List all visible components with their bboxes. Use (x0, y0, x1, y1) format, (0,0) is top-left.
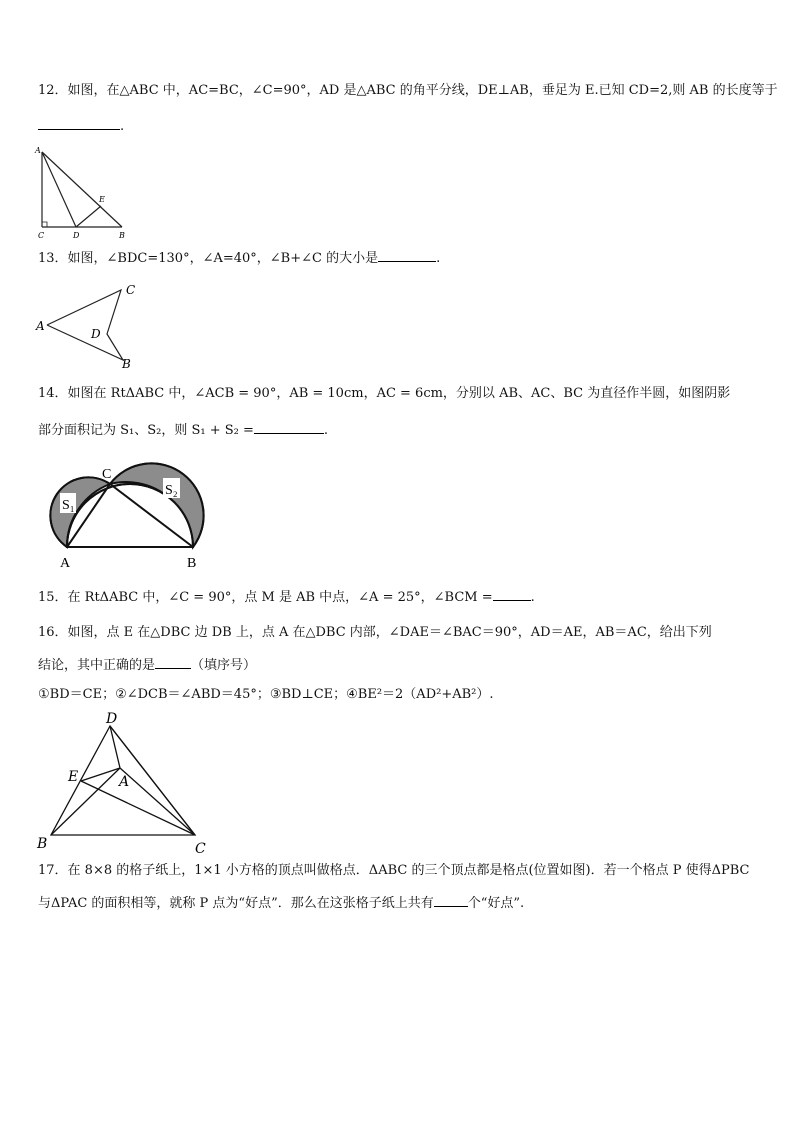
q14-line2 (38, 421, 328, 440)
q16-label-b: B (37, 836, 48, 852)
q12-label-b: B (119, 231, 125, 240)
q12-tail: . (120, 119, 125, 134)
q12-label-e: E (99, 195, 105, 204)
q12-label-a: A (35, 146, 41, 155)
q17-line1: 17．在 8×8 的格子纸上，1×1 小方格的顶点叫做格点．ΔABC 的三个顶点都是格点(位置如图)．若一个格点 P 使得ΔPBC (38, 863, 750, 878)
q16-line3: ①BD＝CE；②∠DCB＝∠ABD＝45°；③BD⊥CE；④BE²＝2（AD²+AB²）. (38, 687, 494, 702)
q17-text2-tail: 个“好点”. (467, 896, 525, 911)
q12-side-ab (42, 152, 122, 227)
q12-perp-de (76, 206, 101, 227)
q13-label-c: C (126, 283, 136, 297)
q14-line1: 14．如图在 RtΔABC 中，∠ACB = 90°，AB = 10cm，AC = 6cm，分别以 AB、AC、BC 为直径作半圆，如图阴影 (38, 386, 731, 401)
q14-figure (40, 455, 225, 575)
q16-label-d: D (106, 711, 118, 727)
q14-label-s1: S₁ (62, 498, 75, 513)
q17-text2: 与ΔPAC 的面积相等，就称 P 点为“好点”．那么在这张格子纸上共有 (38, 896, 434, 911)
q12-figure (30, 142, 135, 242)
q16-figure (30, 708, 215, 858)
q17-line2 (38, 894, 524, 913)
q14-text2: 部分面积记为 S₁、S₂，则 S₁ + S₂ = (38, 423, 254, 438)
q15-answer-blank[interactable] (493, 588, 531, 601)
q14-answer-blank[interactable] (254, 421, 324, 434)
q16-text2-tail: （填序号） (191, 658, 257, 673)
q14-tail: . (323, 423, 329, 438)
q13-line (38, 249, 440, 268)
q16-label-c: C (195, 841, 206, 857)
q16-answer-blank[interactable] (155, 656, 191, 669)
q17-answer-blank[interactable] (434, 894, 468, 907)
q16-line-ac (120, 768, 195, 835)
q12-right-angle-mark (42, 222, 47, 227)
q13-label-a: A (36, 319, 45, 333)
q14-label-c: C (102, 467, 112, 482)
q16-line-ba (51, 768, 120, 835)
q14-label-s2: S₂ (165, 483, 178, 498)
q15-line (38, 588, 535, 607)
q12-label-d: D (73, 231, 80, 240)
q16-line1: 16．如图，点 E 在△DBC 边 DB 上，点 A 在△DBC 内部，∠DAE＝∠BAC＝90°，AD＝AE，AB＝AC，给出下列 (38, 625, 712, 640)
q15-text: 15．在 RtΔABC 中，∠C = 90°，点 M 是 AB 中点，∠A = 25°，∠BCM = (38, 590, 493, 605)
q13-answer-blank[interactable] (378, 249, 436, 262)
q12-label-c: C (38, 231, 45, 240)
q13-label-b: B (122, 357, 131, 371)
q12-bisector-ad (42, 152, 76, 227)
q15-tail: . (530, 590, 535, 605)
q16-text2: 结论，其中正确的是 (38, 658, 156, 673)
q13-shape-abdc (47, 290, 123, 360)
q12-text: 12．如图，在△ABC 中，AC=BC，∠C=90°，AD 是△ABC 的角平分线，DE⊥AB，垂足为 E.已知 CD=2,则 AB 的长度等于 (38, 83, 778, 98)
q16-label-a: A (119, 774, 130, 790)
q12-answer-blank[interactable] (38, 117, 120, 130)
q13-tail: . (436, 251, 441, 266)
q13-label-d: D (91, 327, 101, 341)
q14-label-a: A (60, 556, 71, 571)
q13-figure (33, 280, 143, 375)
q16-label-e: E (68, 769, 79, 785)
q14-label-b: B (187, 556, 197, 571)
q13-text: 13．如图，∠BDC=130°，∠A=40°，∠B+∠C 的大小是 (38, 251, 379, 266)
q12-answer-line (38, 117, 124, 136)
q16-line2 (38, 656, 256, 675)
